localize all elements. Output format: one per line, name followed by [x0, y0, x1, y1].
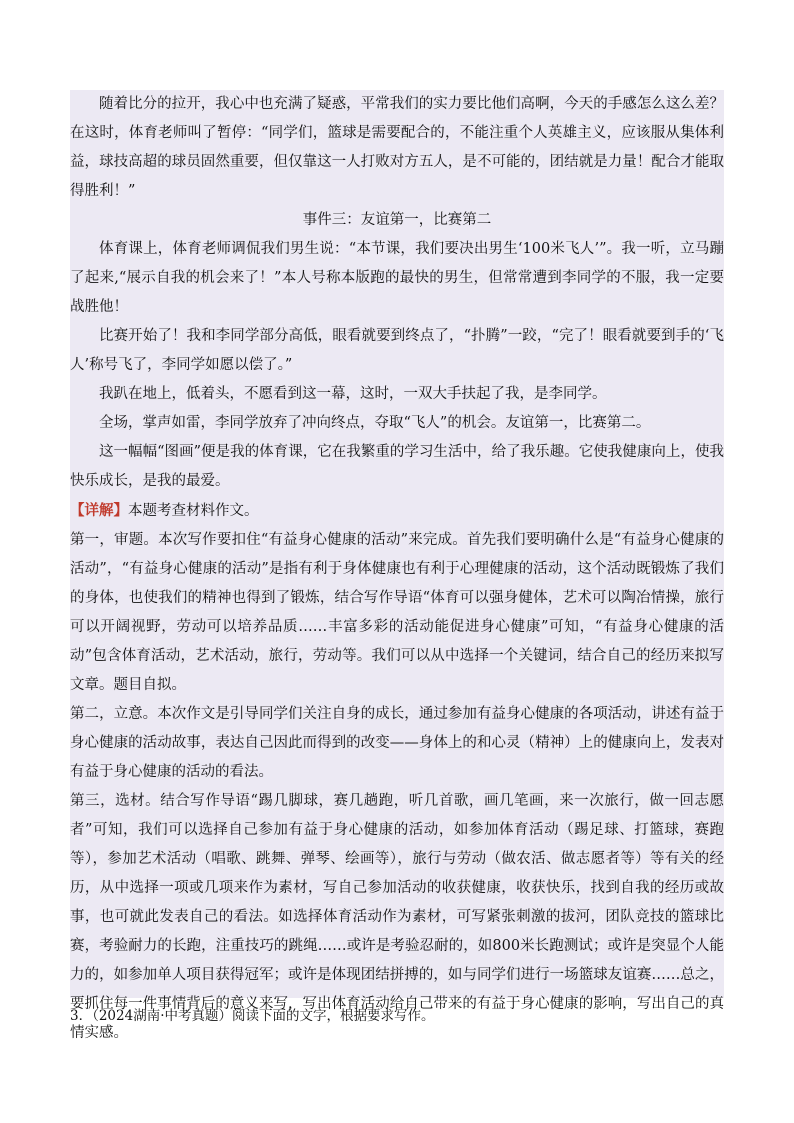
- analysis-third: 第三，选材。结合写作导语“踢几脚球，赛几趟跑，听几首歌，画几笔画，来一次旅行，做一回志愿者”可知，我们可以选择自己参加有益于身心健康的活动，如参加体育活动（踢足球、打篮球，赛跑等），参加艺术活动（唱歌、跳舞、弹琴、绘画等），旅行与劳动（做农活、做志愿者等）等有关的经历，从中选择一项或几项来作为素材，写自己参加活动的收获健康，收获快乐，找到自我的经历或故事，也可就此发表自己的看法。如选择体育活动作为素材，可写紧张刺激的拔河，团队竞技的篮球比赛，考验耐力的长跑，注重技巧的跳绳……或许是考验忍耐的，如800米长跑测试；或许是突显个人能力的，如参加单人项目获得冠军；或许是体现团结拼搏的，如与同学们进行一场篮球友谊赛……总之，要抓住每一件事情背后的意义来写，写出体育活动给自己带来的有益于身心健康的影响，写出自己的真情实感。: [70, 793, 724, 1041]
- story-paragraph-5: 全场，掌声如雷，李同学放弃了冲向终点，夺取“飞人”的机会。友谊第一，比赛第二。: [99, 415, 651, 431]
- event-three-heading: 事件三：友谊第一，比赛第二: [302, 212, 492, 228]
- story-paragraph-1: 随着比分的拉开，我心中也充满了疑惑，平常我们的实力要比他们高啊，今天的手感怎么这么差？在这时，体育老师叫了暂停：“同学们，篮球是需要配合的，不能注重个人英雄主义，应该服从集体利益，球技高超的球员固然重要，但仅靠这一人打败对方五人，是不可能的，团结就是力量！配合才能取得胜利！”: [70, 96, 724, 199]
- story-paragraph-3: 比赛开始了！我和李同学部分高低，眼看就要到终点了，“扑腾”一跤，“完了！眼看就要到手的‘飞人’称号飞了，李同学如愿以偿了。”: [70, 328, 724, 373]
- analysis-tag: 【详解】: [70, 502, 128, 519]
- story-paragraph-2: 体育课上，体育老师调侃我们男生说：“本节课，我们要决出男生‘100米飞人’”。我一听，立马蹦了起来,“展示自我的机会来了！”本人号称本版跑的最快的男生，但常常遭到李同学的不服，我一定要战胜他！: [70, 241, 724, 315]
- analysis-intro-text: 本题考查材料作文。: [128, 503, 259, 519]
- analysis-second: 第二，立意。本次作文是引导同学们关注自身的成长，通过参加有益身心健康的各项活动，讲述有益于身心健康的活动故事，表达自己因此而得到的改变——身体上的和心灵（精神）上的健康向上，发表对有益于身心健康的活动的看法。: [70, 706, 724, 780]
- story-paragraph-6: 这一幅幅“图画”便是我的体育课，它在我繁重的学习生活中，给了我乐趣。它使我健康向上，使我快乐成长，是我的最爱。: [70, 444, 724, 489]
- analysis-first: 第一，审题。本次写作要扣住“有益身心健康的活动”来完成。首先我们要明确什么是“有益身心健康的活动”，“有益身心健康的活动”是指有利于身体健康也有利于心理健康的活动，这个活动既锻炼了我们的身体，也使我们的精神也得到了锻炼，结合写作导语“体育可以强身健体，艺术可以陶冶情操，旅行可以开阔视野，劳动可以培养品质……丰富多彩的活动能促进身心健康”可知，“有益身心健康的活动”包含体育活动，艺术活动，旅行，劳动等。我们可以从中选择一个关键词，结合自己的经历来拟写文章。题目自拟。: [70, 532, 724, 693]
- next-question-stem: 3．（2024湖南·中考真题）阅读下面的文字，根据要求写作。: [70, 1008, 435, 1024]
- answer-content: [70, 90, 724, 1048]
- analysis-intro: [70, 496, 724, 526]
- story-paragraph-4: 我趴在地上，低着头，不愿看到这一幕，这时，一双大手扶起了我，是李同学。: [99, 386, 607, 402]
